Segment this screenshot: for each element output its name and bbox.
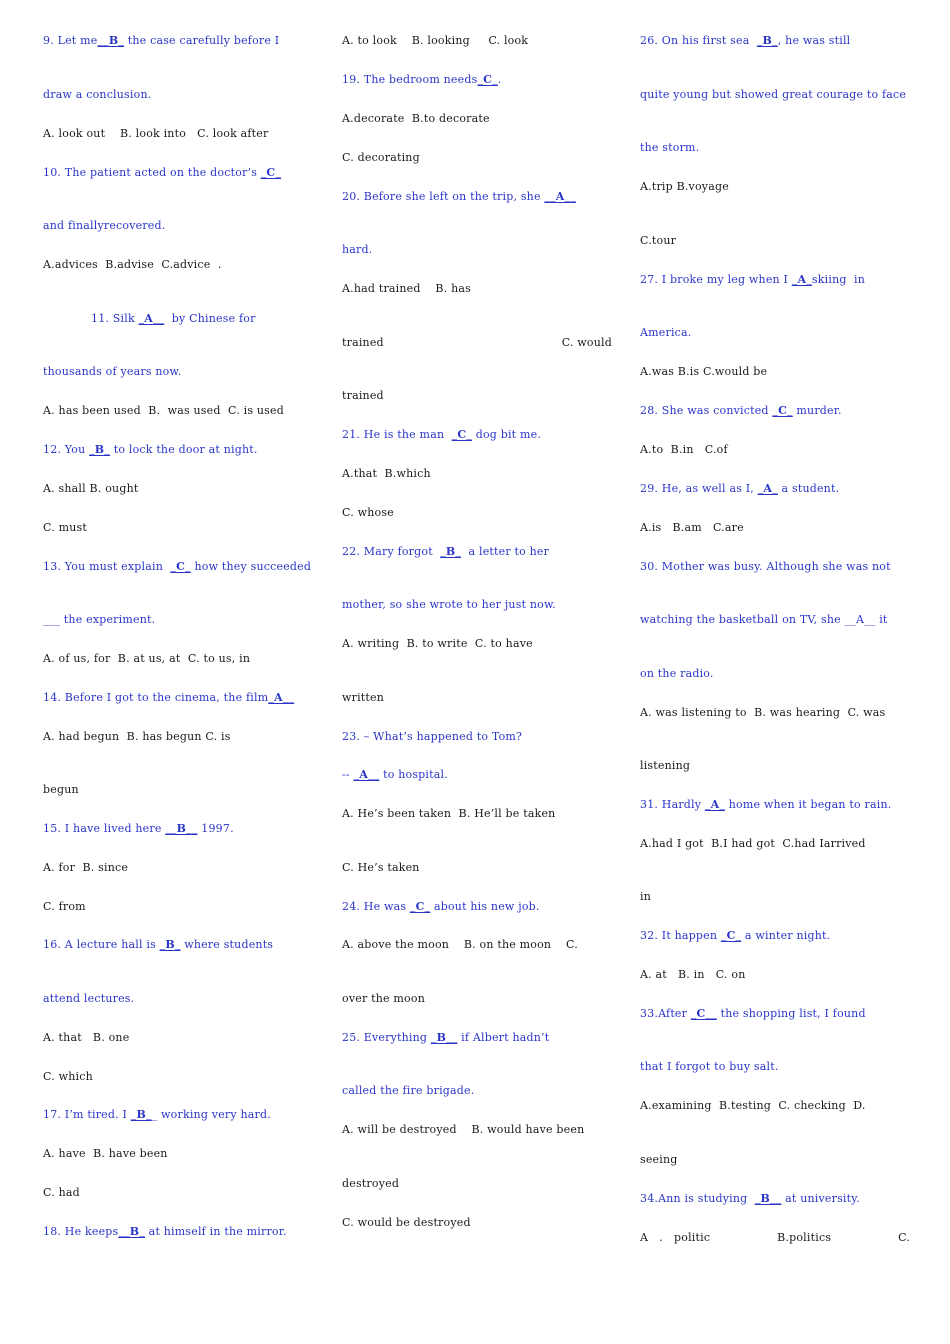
text-run: 22. Mary forgot [342,545,441,558]
options-line [342,34,612,48]
options-line [43,861,318,875]
options-line [342,691,612,705]
text-run: . [497,73,502,86]
options-line [342,336,612,350]
answer-blank: _C_ [772,404,793,417]
text-run: A.that B.which [342,467,431,480]
text-run: 31. Hardly [640,798,705,811]
text-run: called the fire brigade. [342,1084,475,1097]
question-line [640,1192,910,1206]
text-run: the case carefully before I [124,34,280,47]
text-run: trained [342,336,384,349]
text-run: 23. – What’s happened to Tom? [342,730,523,743]
question-line [342,190,612,204]
text-run: C. decorating [342,151,420,164]
question-line [640,1060,910,1074]
options-line [43,900,318,914]
text-run: C. which [43,1070,93,1083]
text-run: on the radio. [640,667,714,680]
text-run: thousands of years now. [43,365,182,378]
answer-blank: _C_ [720,929,742,942]
text-run: A. was listening to B. was hearing C. was [640,706,886,719]
text-run: A. to look B. looking C. look [342,34,529,47]
question-line [640,798,910,812]
text-run: to lock the door at night. [110,443,258,456]
text-run: A. writing B. to write C. to have [342,637,533,650]
options-line [640,837,910,851]
question-line [640,141,910,155]
options-line [640,365,910,379]
options-line [43,482,318,496]
options-line [640,759,910,773]
text-run: A. has been used B. was used C. is used [43,404,284,417]
options-line [640,180,910,194]
text-run: C. He’s taken [342,861,420,874]
options-line [342,807,612,821]
options-line [342,282,612,296]
text-run: C. from [43,900,86,913]
text-run: 15. I have lived here [43,822,166,835]
text-run: the shopping list, I found [716,1007,866,1020]
text-run: A.was B.is C.would be [640,365,768,378]
text-run: if Albert hadn’t [457,1031,550,1044]
text-run: A.is B.am C.are [640,521,744,534]
text-run: 33.After [640,1007,691,1020]
text-run: 27. I broke my leg when I [640,273,792,286]
options-line [43,1186,318,1200]
question-line [43,443,318,457]
text-run: A. at B. in C. on [640,968,746,981]
text-run: 32. It happen [640,929,721,942]
options-line [43,652,318,666]
text-run: 13. You must explain [43,560,171,573]
question-line [43,88,318,102]
options-line [342,389,612,403]
text-run: quite young but showed great courage to face [640,88,907,101]
text-run: A. had begun B. has begun C. is [43,730,231,743]
answer-blank: _C_ [409,900,431,913]
question-line [640,482,910,496]
question-line [43,1225,318,1239]
question-line [640,326,910,340]
text-run: A. of us, for B. at us, at C. to us, in [43,652,251,665]
options-line [43,1070,318,1084]
text-run: A . politic [640,1231,711,1244]
answer-blank: _C_ [451,428,472,441]
text-run: by Chinese for [164,312,256,325]
text-run: at himself in the mirror. [144,1225,287,1238]
answer-blank: _A_ [757,482,778,495]
text-run: 26. On his first sea [640,34,757,47]
text-run: hard. [342,243,373,256]
answer-blank: _B__ [430,1031,458,1044]
text-run: that I forgot to buy salt. [640,1060,779,1073]
text-run: A.to B.in C.of [640,443,728,456]
text-run: A. for B. since [43,861,129,874]
options-line [342,1177,612,1191]
question-line [640,560,910,574]
text-run: 19. The bedroom needs [342,73,478,86]
answer-blank: _B_ [159,938,181,951]
text-run: a winter night. [741,929,831,942]
options-line [342,637,612,651]
text-run: attend lectures. [43,992,135,1005]
question-line [43,822,318,836]
text-run: 11. Silk [91,312,139,325]
text-run: draw a conclusion. [43,88,152,101]
options-line [640,1099,910,1113]
text-run: A. look out B. look into C. look after [43,127,269,140]
text-run: begun [43,783,79,796]
text-run: 21. He is the man [342,428,452,441]
question-line [342,730,612,744]
options-line [43,521,318,535]
options-line [640,234,910,248]
question-line [43,691,318,705]
question-line [640,1007,910,1021]
text-run: 9. Let me [43,34,98,47]
question-line [342,768,612,782]
text-run: at university. [781,1192,860,1205]
answer-blank: _A_ [704,798,726,811]
text-run: A. have B. have been [43,1147,168,1160]
text-run: seeing [640,1153,678,1166]
options-line [43,1147,318,1161]
text-run: A. that B. one [43,1031,130,1044]
text-run: skiing in [811,273,865,286]
text-run: 12. You [43,443,90,456]
text-run: 18. He keeps [43,1225,119,1238]
column-right [640,0,910,1344]
question-line [342,1084,612,1098]
answer-blank: __B_ [118,1225,145,1238]
text-run: A. will be destroyed B. would have been [342,1123,585,1136]
text-run: 1997. [197,822,234,835]
options-line [342,112,612,126]
text-run: the storm. [640,141,700,154]
text-run: dog bit me. [472,428,542,441]
text-run: a student. [777,482,840,495]
text-run: C. must [43,521,87,534]
text-run: A.decorate B.to decorate [342,112,490,125]
options-line [640,968,910,982]
text-run: A. shall B. ought [43,482,139,495]
answer-blank: __B_ [97,34,125,47]
options-line [640,521,910,535]
text-run: C. [898,1231,910,1244]
text-run: B.politics [777,1231,832,1244]
answer-blank: _B_ [756,34,778,47]
options-line [640,443,910,457]
text-run: 14. Before I got to the cinema, the film [43,691,269,704]
options-line [342,1123,612,1137]
answer-blank: _C_ [477,73,498,86]
text-run: where students [180,938,274,951]
answer-blank: _B__ [754,1192,782,1205]
text-run: C.tour [640,234,677,247]
text-run: 10. The patient acted on the doctor’s [43,166,261,179]
question-line [43,613,318,627]
text-run: 28. She was convicted [640,404,773,417]
text-run: C. would be destroyed [342,1216,471,1229]
question-line [43,166,318,180]
text-run: 20. Before she left on the trip, she [342,190,545,203]
options-line [640,1153,910,1167]
answer-blank: _B_ [130,1108,152,1121]
answer-blank: __B__ [165,822,198,835]
answer-blank: _C_ [260,166,282,179]
answer-blank: _A__ [138,312,165,325]
question-line [342,900,612,914]
options-line [342,1216,612,1230]
text-run: 24. He was [342,900,410,913]
text-run: A.advices B.advise C.advice . [43,258,222,271]
answer-blank: _C_ [170,560,191,573]
text-run: 29. He, as well as I, [640,482,758,495]
text-run: to hospital. [379,768,448,781]
options-line [342,938,612,952]
text-run: how they succeeded [190,560,312,573]
question-line [640,613,910,627]
column-middle [342,0,612,1344]
text-run: A. He’s been taken B. He’ll be taken [342,807,556,820]
question-line [43,938,318,952]
text-run: A.had trained B. has [342,282,471,295]
options-line [342,992,612,1006]
question-line [640,404,910,418]
text-run: C. would [561,336,612,349]
text-run: home when it began to rain. [725,798,892,811]
text-run: , he was still [777,34,851,47]
options-line [640,890,910,904]
text-run: A. above the moon B. on the moon C. [342,938,578,951]
text-run: in [640,890,652,903]
question-line [43,312,318,326]
answer-blank: _A_ [791,273,812,286]
text-run: 17. I’m tired. I [43,1108,131,1121]
question-line [640,667,910,681]
options-line [43,1031,318,1045]
options-line [342,467,612,481]
text-run: ___ the experiment. [43,613,156,626]
answer-blank: _B_ [440,545,462,558]
text-run: and finallyrecovered. [43,219,166,232]
options-line [640,1231,910,1245]
answer-blank: _A__ [268,691,295,704]
text-run: A.had I got B.I had got C.had Iarrived [640,837,866,850]
text-run: a letter to her [461,545,550,558]
question-line [342,1031,612,1045]
text-run: 30. Mother was busy. Although she was not [640,560,891,573]
options-line [43,404,318,418]
question-line [342,598,612,612]
options-line [43,783,318,797]
question-line [342,73,612,87]
question-line [640,34,910,48]
options-line [43,127,318,141]
text-run: 16. A lecture hall is [43,938,160,951]
text-run: murder. [792,404,842,417]
text-run: -- [342,768,354,781]
text-run: mother, so she wrote to her just now. [342,598,556,611]
text-run: trained [342,389,384,402]
text-run: about his new job. [430,900,540,913]
options-line [43,730,318,744]
options-line [342,151,612,165]
text-run: 34.Ann is studying [640,1192,755,1205]
question-line [43,34,318,48]
options-line [640,706,910,720]
text-run: C. whose [342,506,394,519]
column-left [43,0,318,1344]
text-run: over the moon [342,992,425,1005]
question-line [43,219,318,233]
question-line [43,1108,318,1122]
question-line [640,88,910,102]
text-run: A.examining B.testing C. checking D. [640,1099,866,1112]
answer-blank: _C__ [690,1007,717,1020]
answer-blank: __A__ [544,190,576,203]
question-line [43,992,318,1006]
text-run: written [342,691,385,704]
text-run: A.trip B.voyage [640,180,729,193]
text-run: America. [640,326,692,339]
question-line [43,560,318,574]
question-line [640,273,910,287]
text-run: C. had [43,1186,80,1199]
question-line [342,243,612,257]
question-line [43,365,318,379]
options-line [342,506,612,520]
question-line [342,545,612,559]
text-run: watching the basketball on TV, she __A__ it [640,613,888,626]
options-line [342,861,612,875]
text-run: destroyed [342,1177,400,1190]
answer-blank: _A__ [353,768,380,781]
options-line [43,258,318,272]
text-run: listening [640,759,691,772]
question-line [342,428,612,442]
text-run: 25. Everything [342,1031,431,1044]
question-line [640,929,910,943]
answer-blank: _B_ [89,443,111,456]
text-run: _ working very hard. [151,1108,271,1121]
